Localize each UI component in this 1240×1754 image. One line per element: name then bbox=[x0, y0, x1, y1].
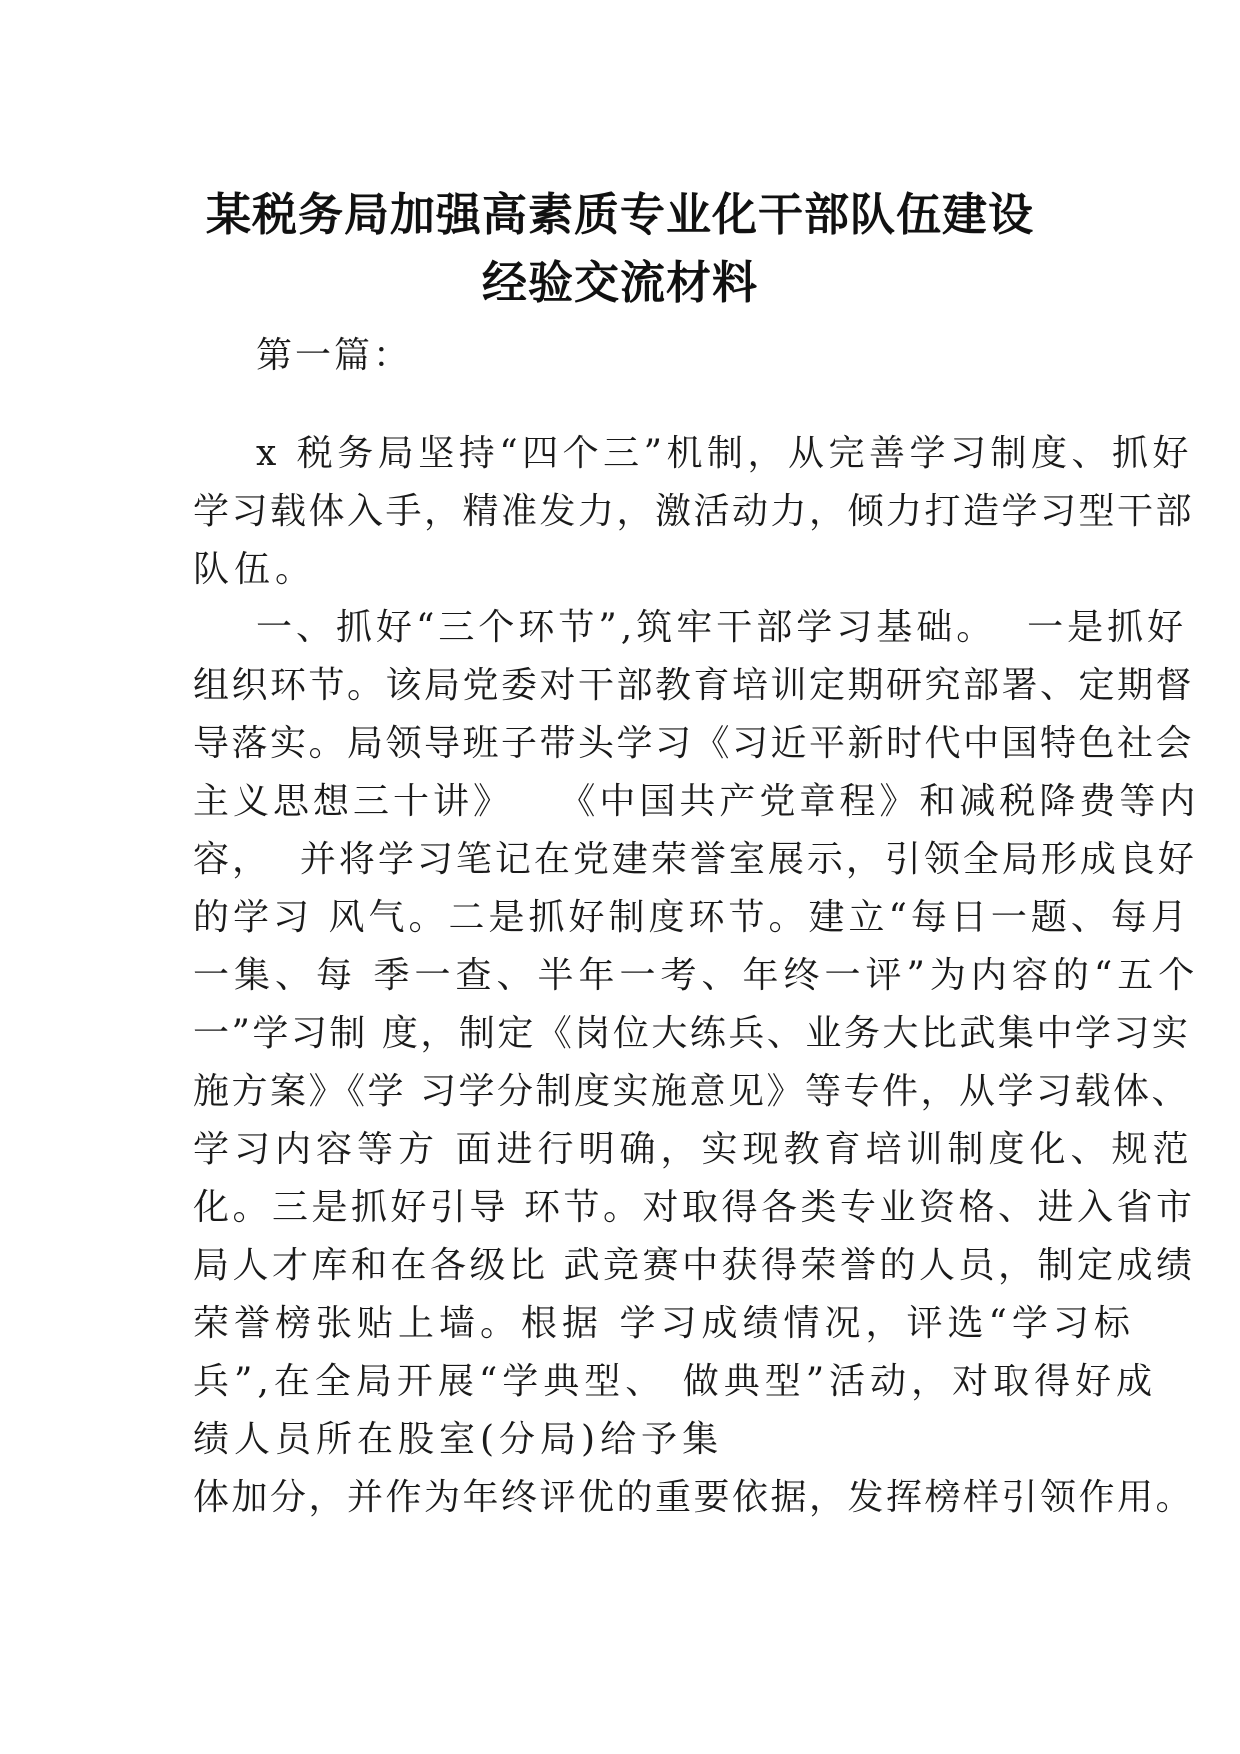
paragraph-line: 主义思想三十讲》 《中国共产党章程》和减税降费等内 bbox=[193, 781, 1200, 822]
paragraph-line: x 税务局坚持“四个三”机制，从完善学习制度、抓好 bbox=[256, 433, 1194, 474]
section-label: 第一篇： bbox=[256, 335, 413, 376]
paragraph-line: 绩人员所在股室(分局)给予集 bbox=[193, 1419, 724, 1460]
paragraph-line: 队伍。 bbox=[193, 549, 317, 590]
paragraph-line: 一、抓好“三个环节”,筑牢干部学习基础。 一是抓好 bbox=[256, 607, 1188, 648]
paragraph-line: 荣誉榜张贴上墙。根据 学习成绩情况，评选“学习标 bbox=[193, 1303, 1135, 1344]
document-title-line-1: 某税务局加强高素质专业化干部队伍建设 bbox=[205, 188, 1034, 241]
paragraph-line: 学习内容等方 面进行明确，实现教育培训制度化、规范 bbox=[193, 1129, 1194, 1170]
paragraph-line: 一”学习制 度，制定《岗位大练兵、业务大比武集中学习实 bbox=[193, 1013, 1191, 1054]
paragraph-line: 化。三是抓好引导 环节。对取得各类专业资格、进入省市 bbox=[193, 1187, 1196, 1228]
paragraph-line: 局人才库和在各级比 武竞赛中获得荣誉的人员，制定成绩 bbox=[193, 1245, 1196, 1286]
paragraph-line: 施方案》《学 习学分制度实施意见》等专件，从学习载体、 bbox=[193, 1071, 1190, 1112]
document-title-line-2: 经验交流材料 bbox=[481, 256, 758, 309]
paragraph-line: 的学习 风气。二是抓好制度环节。建立“每日一题、每月 bbox=[193, 897, 1191, 938]
paragraph-line: 容， 并将学习笔记在党建荣誉室展示，引领全局形成良好 bbox=[193, 839, 1197, 880]
paragraph-line: 一集、每 季一查、半年一考、年终一评”为内容的“五个 bbox=[193, 955, 1200, 996]
paragraph-line: 兵”,在全局开展“学典型、 做典型”活动，对取得好成 bbox=[193, 1361, 1158, 1402]
paragraph-line: 体加分，并作为年终评优的重要依据，发挥榜样引领作用。 bbox=[193, 1477, 1195, 1518]
paragraph-line: 导落实。局领导班子带头学习《习近平新时代中国特色社会 bbox=[193, 723, 1195, 764]
paragraph-line: 组织环节。该局党委对干部教育培训定期研究部署、定期督 bbox=[193, 665, 1195, 706]
paragraph-line: 学习载体入手，精准发力，激活动力，倾力打造学习型干部 bbox=[193, 491, 1195, 532]
